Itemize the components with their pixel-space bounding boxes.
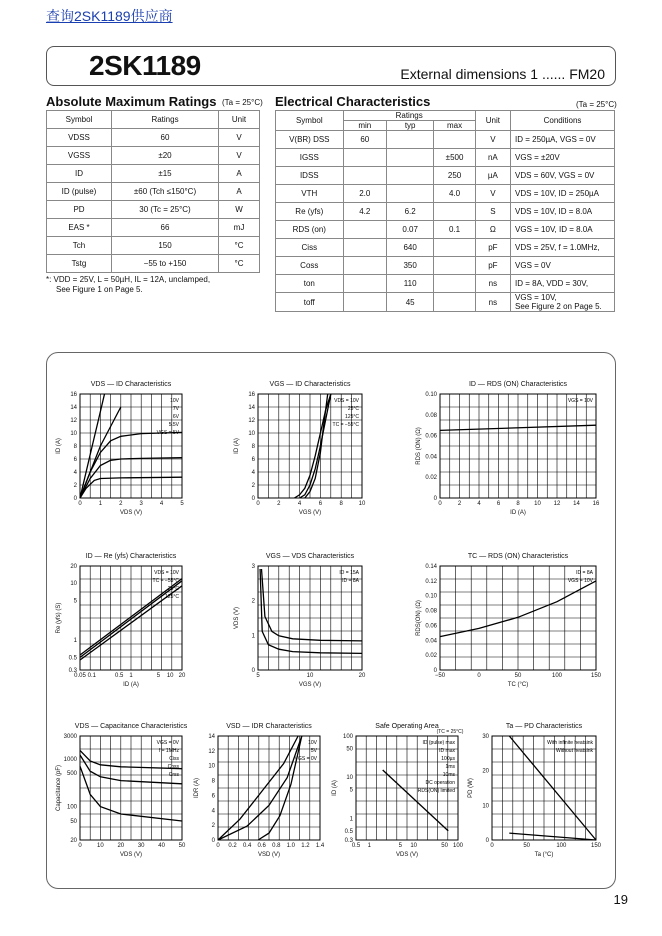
abs-cell-unit: V [219, 129, 260, 147]
x-axis-label: VDS (V) [395, 852, 419, 858]
y-axis-label: RDS (ON) (Ω) [416, 427, 422, 465]
chart-annotation: ID (pulse) max [422, 740, 455, 746]
chart-4 [234, 553, 366, 688]
x-tick-label: 0.8 [272, 843, 281, 849]
y-tick-label: 50 [346, 746, 353, 753]
x-tick-label: 5 [156, 673, 161, 679]
y-tick-label: 20 [70, 838, 77, 844]
elec-cell-unit: ns [475, 275, 510, 293]
elec-hdr-max: max [434, 121, 475, 131]
x-tick-label: 50 [178, 843, 186, 849]
x-tick-label: 10 [97, 843, 104, 849]
x-axis-label: VGS (V) [298, 682, 322, 688]
abs-cell-unit: °C [219, 255, 260, 273]
y-tick-label: 4 [251, 470, 255, 476]
chart-annotation: 125°C [165, 594, 179, 600]
x-tick-label: 40 [158, 843, 165, 849]
x-axis-label: VSD (V) [257, 852, 281, 858]
x-tick-label: 0.05 [74, 673, 86, 679]
y-tick-label: 0.02 [425, 653, 437, 660]
chart-title: VDS — ID Characteristics [90, 381, 172, 388]
elec-cell-cond: VGS = 0V [511, 257, 615, 275]
x-tick-label: 0.5 [115, 673, 124, 679]
y-tick-label: 3000 [63, 734, 77, 740]
x-tick-label: 10 [534, 501, 541, 507]
y-tick-label: 16 [70, 392, 77, 398]
abs-cell-rating: −55 to +150 [112, 255, 219, 273]
chart-title: VGS — VDS Characteristics [265, 553, 355, 560]
series-line [509, 833, 596, 840]
chart-annotation: VGS = 10V [567, 398, 593, 404]
y-tick-label: 0.3 [68, 668, 77, 674]
chart-annotation: Coss [167, 764, 179, 770]
y-tick-label: 2 [251, 598, 255, 605]
chart-title: ID — RDS (ON) Characteristics [468, 381, 568, 388]
x-tick-label: 20 [178, 673, 186, 679]
chart-3 [56, 553, 186, 688]
elec-hdr-min: min [343, 121, 386, 131]
x-tick-label: 150 [590, 673, 602, 679]
elec-cell-symbol: VTH [276, 185, 344, 203]
chart-annotation: 5V [310, 748, 317, 754]
y-tick-label: 6 [73, 457, 77, 463]
x-tick-label: 10 [358, 501, 366, 507]
chart-annotation: 6V [172, 414, 179, 420]
y-axis-label: IDR (A) [194, 778, 200, 798]
y-tick-label: 0 [485, 838, 489, 844]
chart-8 [332, 723, 464, 858]
y-tick-label: 0.04 [425, 638, 437, 645]
elec-hdr-unit: Unit [475, 111, 510, 131]
y-tick-label: 0.02 [425, 475, 437, 482]
footnote-line1: *: VDD = 25V, L = 50µH, IL = 12A, unclamped, [46, 275, 211, 284]
elec-hdr-typ: typ [386, 121, 433, 131]
chart-annotation: 5.5V [168, 422, 179, 428]
chart-annotation: ID = 8A [342, 578, 359, 584]
x-tick-label: 0.2 [228, 843, 237, 849]
x-tick-label: 20 [117, 843, 125, 849]
x-tick-label: 4 [477, 501, 481, 507]
elec-cell-unit: pF [475, 239, 510, 257]
chart-annotation: Crss [168, 772, 179, 778]
y-tick-label: 0.04 [425, 454, 437, 461]
abs-cell-symbol: VGSS [47, 147, 112, 165]
x-tick-label: −50 [434, 673, 446, 679]
y-tick-label: 3 [251, 564, 255, 570]
chart-annotation: RDS(ON) limited [417, 788, 455, 794]
y-tick-label: 14 [208, 734, 215, 740]
y-axis-label: RDS(ON) (Ω) [416, 600, 422, 636]
y-tick-label: 2 [73, 483, 77, 489]
abs-max-cond: (Ta = 25°C) [222, 98, 263, 107]
abs-cell-rating: ±60 (Tch ≤150°C) [112, 183, 219, 201]
elec-cell-symbol: IDSS [276, 167, 344, 185]
x-tick-label: 100 [551, 673, 563, 679]
y-axis-label: ID (A) [56, 438, 62, 454]
y-tick-label: 0.06 [425, 433, 437, 440]
y-tick-label: 0.08 [425, 412, 437, 419]
x-tick-label: 0.1 [87, 673, 96, 679]
x-axis-label: VDS (V) [119, 510, 143, 516]
x-tick-label: 10 [306, 673, 314, 679]
y-tick-label: 4 [73, 470, 77, 476]
abs-cell-unit: mJ [219, 219, 260, 237]
abs-cell-symbol: VDSS [47, 129, 112, 147]
y-tick-label: 20 [70, 564, 77, 570]
x-tick-label: 0 [438, 501, 442, 507]
elec-cell-cond: VDS = 10V, ID = 250µA [511, 185, 615, 203]
elec-cell-cond: VDS = 25V, f = 1.0MHz, [511, 239, 615, 257]
y-tick-label: 100 [342, 734, 353, 740]
x-tick-label: 0.6 [257, 843, 266, 849]
y-tick-label: 10 [346, 775, 353, 782]
y-tick-label: 20 [482, 768, 489, 775]
y-tick-label: 30 [482, 734, 489, 740]
y-tick-label: 1 [349, 816, 353, 823]
abs-cell-symbol: EAS * [47, 219, 112, 237]
chart-7 [194, 723, 325, 858]
x-axis-label: Ta (°C) [534, 852, 554, 858]
chart-annotation: 10V [170, 398, 179, 404]
x-tick-label: 50 [523, 843, 531, 849]
elec-cell-cond: VGS = ±20V [511, 149, 615, 167]
chart-title: Safe Operating Area [375, 723, 439, 730]
chart-annotation: VGS = 0V [156, 740, 179, 746]
elec-cell-min: 2.0 [343, 185, 386, 203]
y-tick-label: 12 [70, 418, 77, 424]
y-axis-label: VDS (V) [234, 606, 240, 630]
chart-annotation: f = 1MHz [158, 748, 179, 754]
chart-title: Ta — PD Characteristics [505, 723, 583, 730]
x-tick-label: 5 [398, 843, 402, 849]
y-tick-label: 4 [211, 808, 215, 815]
chart-annotation: TC = −55°C [332, 422, 359, 428]
abs-cell-unit: W [219, 201, 260, 219]
part-number: 2SK1189 [89, 50, 201, 81]
x-tick-label: 50 [514, 673, 522, 679]
chart-title: VGS — ID Characteristics [269, 381, 351, 388]
chart-subtitle: (TC = 25°C) [436, 729, 464, 735]
x-tick-label: 4 [297, 501, 302, 507]
x-tick-label: 8 [516, 501, 520, 507]
y-tick-label: 0 [73, 496, 77, 502]
chart-2 [416, 381, 600, 516]
elec-cell-typ: 640 [386, 239, 433, 257]
elec-cell-typ: 110 [386, 275, 433, 293]
chart-annotation: VGS = 0V [294, 756, 317, 762]
elec-cell-unit: pF [475, 257, 510, 275]
y-axis-label: PD (W) [468, 778, 474, 798]
y-tick-label: 1 [73, 638, 77, 645]
y-tick-label: 0.14 [425, 564, 437, 570]
elec-cell-symbol: toff [276, 293, 344, 312]
elec-cell-min: 4.2 [343, 203, 386, 221]
x-tick-label: 20 [358, 673, 366, 679]
elec-cell-unit: V [475, 131, 510, 149]
y-axis-label: ID (A) [332, 780, 338, 796]
x-tick-label: 10 [166, 673, 174, 679]
chart-0 [56, 381, 184, 516]
chart-title: TC — RDS (ON) Characteristics [467, 553, 569, 560]
x-tick-label: 3 [139, 501, 143, 507]
elec-cell-cond: ID = 250µA, VGS = 0V [511, 131, 615, 149]
y-tick-label: 1 [251, 633, 255, 640]
x-tick-label: 1.0 [286, 843, 296, 849]
abs-cell-symbol: ID [47, 165, 112, 183]
x-tick-label: 0.4 [242, 843, 252, 849]
elec-cell-symbol: RDS (on) [276, 221, 344, 239]
y-tick-label: 0.5 [68, 655, 77, 662]
elec-title: Electrical Characteristics [275, 94, 431, 109]
y-tick-label: 14 [248, 405, 255, 411]
x-axis-label: VDS (V) [119, 852, 143, 858]
y-tick-label: 12 [208, 748, 215, 755]
elec-hdr-ratings: Ratings [343, 111, 475, 121]
elec-cell-cond: VDS = 10V, ID = 8.0A [511, 203, 615, 221]
chart-6 [56, 723, 188, 858]
chart-annotation: VDS = 10V [334, 398, 359, 404]
abs-cell-rating: ±20 [112, 147, 219, 165]
y-tick-label: 100 [66, 804, 77, 811]
elec-cell-typ: 350 [386, 257, 433, 275]
chart-annotation: 10V [308, 740, 317, 746]
chart-9 [468, 723, 602, 858]
y-axis-label: Capacitance (pF) [56, 764, 62, 812]
elec-cell-max: ±500 [434, 149, 475, 167]
elec-cell-symbol: Re (yfs) [276, 203, 344, 221]
y-tick-label: 50 [70, 818, 77, 825]
abs-cell-unit: °C [219, 237, 260, 255]
x-tick-label: 16 [592, 501, 600, 507]
abs-cell-rating: 60 [112, 129, 219, 147]
x-tick-label: 10 [410, 843, 418, 849]
x-axis-label: ID (A) [510, 510, 526, 516]
chart-5 [416, 553, 602, 688]
x-tick-label: 2 [277, 501, 281, 507]
elec-cell-unit: Ω [475, 221, 510, 239]
y-tick-label: 10 [208, 763, 215, 770]
elec-cell-unit: µA [475, 167, 510, 185]
chart-annotation: 125°C [345, 414, 359, 420]
y-tick-label: 5 [349, 787, 353, 794]
chart-annotation: VGS = 10V [567, 578, 593, 584]
elec-cell-symbol: Coss [276, 257, 344, 275]
elec-cell-typ: 45 [386, 293, 433, 312]
x-tick-label: 0 [490, 843, 494, 849]
abs-cell-unit: V [219, 147, 260, 165]
abs-cell-symbol: ID (pulse) [47, 183, 112, 201]
y-tick-label: 0.08 [425, 608, 437, 615]
elec-cell-cond: ID = 8A, VDD = 30V, [511, 275, 615, 293]
chart-title: ID — Re (yfs) Characteristics [85, 553, 177, 560]
y-tick-label: 0 [433, 668, 437, 674]
chart-annotation: TC = −55°C [152, 578, 179, 584]
x-tick-label: 30 [137, 843, 145, 849]
abs-cell-symbol: Tstg [47, 255, 112, 273]
chart-title: VDS — Capacitance Characteristics [74, 723, 188, 730]
elec-cell-unit: ns [475, 293, 510, 312]
y-tick-label: 0.10 [425, 593, 437, 600]
y-tick-label: 0.06 [425, 623, 437, 630]
chart-annotation: 7V [172, 406, 179, 412]
y-axis-label: Re (yfs) (S) [56, 602, 62, 634]
y-tick-label: 6 [211, 793, 215, 800]
elec-hdr-symbol: Symbol [276, 111, 344, 131]
y-tick-label: 10 [70, 431, 77, 437]
external-dimensions: External dimensions 1 ...... FM20 [400, 66, 605, 82]
elec-cell-max: 4.0 [434, 185, 475, 203]
y-tick-label: 0.3 [344, 838, 353, 844]
y-tick-label: 14 [70, 405, 77, 411]
x-tick-label: 12 [553, 501, 561, 507]
y-tick-label: 10 [482, 803, 489, 810]
y-tick-label: 2 [251, 483, 255, 489]
elec-cell-unit: S [475, 203, 510, 221]
y-tick-label: 6 [251, 457, 255, 463]
x-tick-label: 0 [216, 843, 220, 849]
y-tick-label: 8 [211, 778, 215, 785]
abs-cell-unit: A [219, 183, 260, 201]
y-tick-label: 0 [211, 838, 215, 844]
page-number: 19 [613, 892, 628, 907]
chart-annotation: Ciss [169, 756, 179, 762]
y-tick-label: 10 [70, 581, 77, 588]
abs-cell-rating: 150 [112, 237, 219, 255]
elec-cell-unit: nA [475, 149, 510, 167]
elec-cell-symbol: ton [276, 275, 344, 293]
chart-annotation: VDS = 10V [154, 570, 179, 576]
x-tick-label: 1 [367, 843, 372, 849]
y-tick-label: 8 [251, 444, 255, 450]
y-tick-label: 0 [251, 496, 255, 502]
chart-title: VSD — IDR Characteristics [226, 723, 312, 730]
elec-cell-symbol: Ciss [276, 239, 344, 257]
x-tick-label: 5 [256, 673, 260, 679]
x-tick-label: 0.5 [351, 843, 361, 849]
x-axis-label: VGS (V) [298, 510, 322, 516]
abs-hdr-unit: Unit [219, 111, 260, 129]
x-tick-label: 4 [159, 501, 164, 507]
chart-annotation: DC operation [425, 780, 455, 786]
chart-annotation: 25°C [167, 586, 179, 592]
y-tick-label: 500 [66, 771, 77, 778]
chart-annotation: With infinite heatsink [547, 740, 593, 746]
x-tick-label: 1.4 [315, 843, 325, 849]
chart-annotation: Without heatsink [556, 748, 593, 754]
abs-cell-rating: 30 (Tc = 25°C) [112, 201, 219, 219]
abs-cell-symbol: PD [47, 201, 112, 219]
x-axis-label: TC (°C) [507, 682, 529, 688]
chart-1 [234, 381, 366, 516]
x-tick-label: 1 [98, 501, 103, 507]
x-tick-label: 50 [441, 843, 448, 849]
y-tick-label: 0 [251, 668, 255, 674]
x-tick-label: 0 [477, 673, 481, 679]
x-tick-label: 8 [339, 501, 343, 507]
x-tick-label: 0 [78, 501, 82, 507]
chart-annotation: 100µs [441, 756, 455, 762]
x-axis-label: ID (A) [123, 682, 139, 688]
elec-cond-extra: See Figure 2 on Page 5. [515, 302, 602, 311]
y-axis-label: ID (A) [234, 438, 240, 454]
chart-annotation: ID = 8A [576, 570, 593, 576]
chart-annotation: VGS = 5V [156, 430, 179, 436]
elec-cell-symbol: IGSS [276, 149, 344, 167]
abs-cell-unit: A [219, 165, 260, 183]
footnote-line2: See Figure 1 on Page 5. [56, 285, 143, 294]
elec-cell-min: 60 [343, 131, 386, 149]
y-tick-label: 0.10 [425, 392, 437, 398]
chart-annotation: 10ms [442, 772, 455, 778]
x-tick-label: 0 [78, 843, 82, 849]
x-tick-label: 100 [556, 843, 567, 849]
y-tick-label: 1000 [63, 756, 77, 763]
elec-cell-symbol: V(BR) DSS [276, 131, 344, 149]
elec-cell-unit: V [475, 185, 510, 203]
abs-cell-rating: ±15 [112, 165, 219, 183]
abs-cell-symbol: Tch [47, 237, 112, 255]
supplier-link[interactable]: 查询2SK1189供应商 [46, 8, 173, 24]
abs-cell-rating: 66 [112, 219, 219, 237]
x-tick-label: 6 [496, 501, 501, 507]
elec-cond: (Ta = 25°C) [576, 100, 617, 109]
x-tick-label: 2 [457, 501, 462, 507]
abs-max-title: Absolute Maximum Ratings [46, 94, 217, 109]
abs-hdr-symbol: Symbol [47, 111, 112, 129]
x-tick-label: 150 [590, 843, 602, 849]
chart-annotation: 1ms [445, 764, 455, 770]
elec-cell-max: 250 [434, 167, 475, 185]
y-tick-label: 12 [248, 418, 255, 424]
elec-cell-typ: 0.07 [386, 221, 433, 239]
y-tick-label: 2 [211, 823, 215, 830]
x-tick-label: 1.2 [301, 843, 310, 849]
x-tick-label: 5 [180, 501, 184, 507]
chart-annotation: 25°C [347, 406, 359, 412]
x-tick-label: 6 [318, 501, 323, 507]
elec-cell-max: 0.1 [434, 221, 475, 239]
x-tick-label: 1 [129, 673, 133, 679]
y-tick-label: 10 [248, 431, 255, 437]
chart-annotation: ID max [439, 748, 455, 754]
elec-cell-cond: VDS = 60V, VGS = 0V [511, 167, 615, 185]
x-tick-label: 100 [452, 843, 464, 849]
elec-cond-line: VGS = 10V, [515, 293, 557, 302]
x-tick-label: 0 [256, 501, 260, 507]
y-tick-label: 0.5 [344, 828, 353, 835]
y-tick-label: 5 [73, 598, 77, 605]
y-tick-label: 0 [433, 496, 437, 502]
y-tick-label: 8 [73, 444, 77, 450]
abs-hdr-ratings: Ratings [112, 111, 219, 129]
elec-cell-typ: 6.2 [386, 203, 433, 221]
x-tick-label: 14 [573, 501, 580, 507]
y-tick-label: 0.12 [425, 578, 437, 585]
elec-cell-cond: VGS = 10V, ID = 8.0A [511, 221, 615, 239]
x-tick-label: 2 [119, 501, 123, 507]
chart-annotation: ID = 15A [339, 570, 359, 576]
y-tick-label: 16 [248, 392, 255, 398]
elec-hdr-conditions: Conditions [511, 111, 615, 131]
